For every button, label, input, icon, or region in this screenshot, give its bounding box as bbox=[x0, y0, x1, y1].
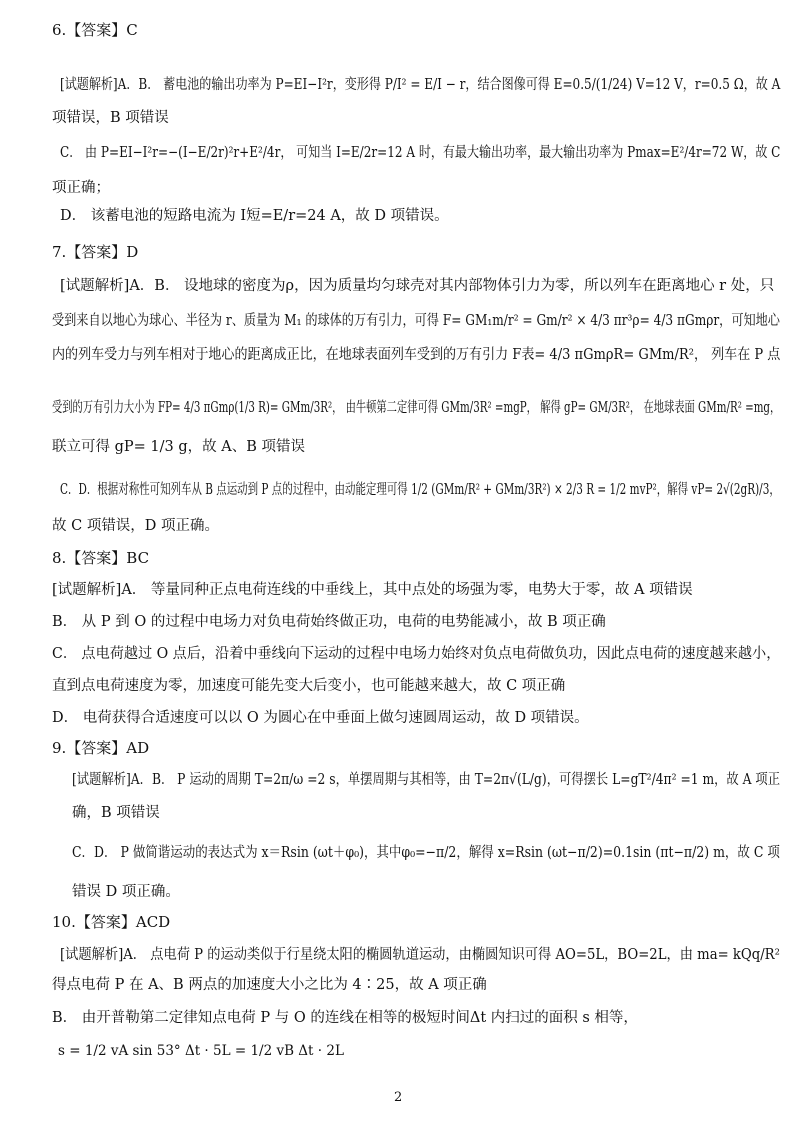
answer-9-cd-line-2: 错误 D 项正确。 bbox=[72, 884, 180, 900]
answer-10-analysis-line-2: 得点电荷 P 在 A、B 两点的加速度大小之比为 4∶25，故 A 项正确 bbox=[52, 977, 487, 993]
answer-7-analysis-line-1: [试题解析]A．B． 设地球的密度为ρ，因为质量均匀球壳对其内部物体引力为零，所以列车在距离地心 r 处，只 bbox=[60, 278, 775, 294]
answer-8-c-line-1: C． 点电荷越过 O 点后，沿着中垂线向下运动的过程中电场力始终对负点电荷做负功，因此点电荷的速度越来越小， bbox=[52, 646, 781, 662]
answer-10-heading: 10.【答案】ACD bbox=[52, 913, 171, 931]
answer-8-c-line-2: 直到点电荷速度为零，加速度可能先变大后变小，也可能越来越大，故 C 项正确 bbox=[52, 678, 566, 694]
answer-7-analysis-line-2: 受到来自以地心为球心、半径为 r、质量为 M₁ 的球体的万有引力，可得 F= GM₁m/r² = Gm/r² × 4/3 πr³ρ= 4/3 πGmρr，可知地心 bbox=[52, 313, 780, 329]
answer-7-analysis-line-4: 受到的万有引力大小为 FP= 4/3 πGmρ(1/3 R)= GMm/3R²， 由牛顿第二定律可得 GMm/3R² =mgP， 解得 gP= GM/3R²， 在地球表面 GMm/R² =mg， bbox=[52, 400, 781, 416]
answer-6-heading: 6.【答案】C bbox=[52, 21, 138, 39]
answer-10-b-line: B． 由开普勒第二定律知点电荷 P 与 O 的连线在相等的极短时间Δt 内扫过的面积 s 相等， bbox=[52, 1010, 638, 1026]
answer-8-a-line: [试题解析]A． 等量同种正点电荷连线的中垂线上，其中点处的场强为零，电势大于零，故 A 项错误 bbox=[52, 582, 693, 598]
page-number: 2 bbox=[394, 1090, 403, 1105]
answer-6-d-line: D． 该蓄电池的短路电流为 I短=E/r=24 A，故 D 项错误。 bbox=[60, 208, 449, 224]
answer-7-analysis-line-3: 内的列车受力与列车相对于地心的距离成正比，在地球表面列车受到的万有引力 F表= 4/3 πGmρR= GMm/R²， 列车在 P 点 bbox=[52, 347, 781, 363]
answer-8-d-line: D． 电荷获得合适速度可以以 O 为圆心在中垂面上做匀速圆周运动，故 D 项错误。 bbox=[52, 710, 589, 726]
answer-7-analysis-line-5: 联立可得 gP= 1/3 g，故 A、B 项错误 bbox=[52, 439, 305, 455]
answer-7-heading: 7.【答案】D bbox=[52, 243, 139, 261]
answer-10-area-equation: s = 1/2 vA sin 53° Δt · 5L = 1/2 vB Δt · 2L bbox=[58, 1043, 344, 1059]
answer-9-analysis-line-1: [试题解析]A．B． P 运动的周期 T=2π/ω =2 s，单摆周期与其相等，由 T=2π√(L/g)，可得摆长 L=gT²/4π² =1 m，故 A 项正 bbox=[72, 772, 781, 788]
answer-6-analysis-line-1: [试题解析]A．B． 蓄电池的输出功率为 P=EI−I²r，变形得 P/I² = E/I − r，结合图像可得 E=0.5/(1/24) V=12 V，r=0.5 Ω，故 A bbox=[60, 77, 781, 93]
answer-8-heading: 8.【答案】BC bbox=[52, 549, 150, 567]
answer-6-c-line-2: 项正确； bbox=[52, 180, 110, 196]
answer-9-heading: 9.【答案】AD bbox=[52, 739, 150, 757]
answer-10-analysis-line-1: [试题解析]A． 点电荷 P 的运动类似于行星绕太阳的椭圆轨道运动，由椭圆知识可得 AO=5L，BO=2L，由 ma= kQq/R² bbox=[60, 947, 780, 963]
answer-9-analysis-line-2: 确，B 项错误 bbox=[72, 805, 160, 821]
answer-7-cd-line-2: 故 C 项错误，D 项正确。 bbox=[52, 518, 220, 534]
answer-6-c-line-1: C． 由 P=EI−I²r=−(I−E/2r)²r+E²/4r， 可知当 I=E/2r=12 A 时，有最大输出功率，最大输出功率为 Pmax=E²/4r=72 W，故 C bbox=[60, 145, 781, 161]
answer-9-cd-line-1: C．D． P 做简谐运动的表达式为 x＝Rsin (ωt＋φ₀)，其中φ₀=−π/2，解得 x=Rsin (ωt−π/2)=0.1sin (πt−π/2) m，故 C 项 bbox=[72, 845, 780, 861]
answer-6-analysis-line-2: 项错误，B 项错误 bbox=[52, 110, 169, 126]
answer-7-cd-line-1: C．D．根据对称性可知列车从 B 点运动到 P 点的过程中，由动能定理可得 1/2 (GMm/R² + GMm/3R²) × 2/3 R = 1/2 mvP²，解得 vP= 2√(2gR)/3， bbox=[60, 482, 780, 498]
answer-8-b-line: B． 从 P 到 O 的过程中电场力对负电荷始终做正功，电荷的电势能减小，故 B 项正确 bbox=[52, 614, 606, 630]
